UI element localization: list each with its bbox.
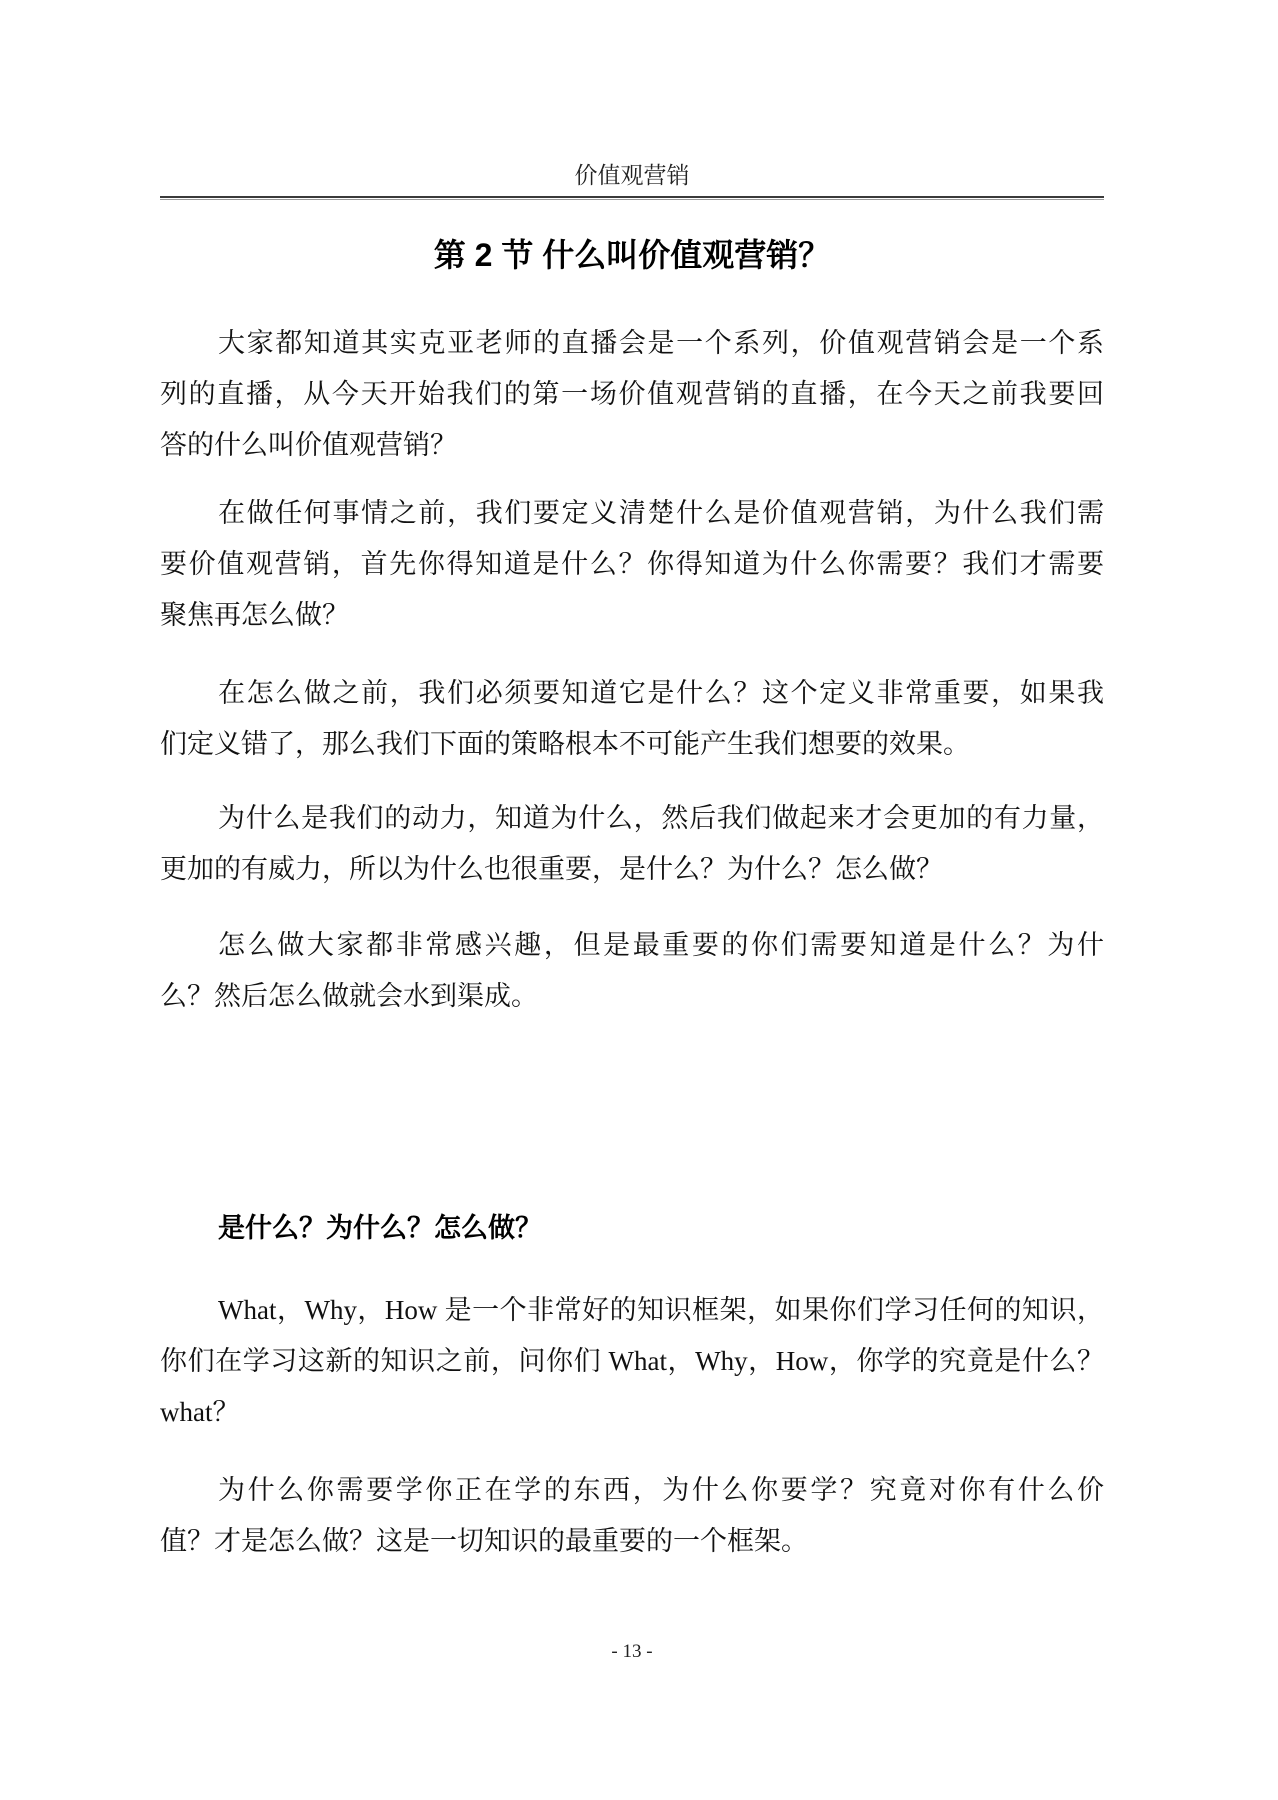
section-title: 第 2 节 什么叫价值观营销？ (433, 237, 831, 273)
paragraph (160, 793, 1104, 895)
text-line: 在做任何事情之前，我们要定义清楚什么是价值观营销，为什么我们需 (218, 498, 1104, 528)
paragraph (160, 668, 1104, 770)
text-line: 聚焦再怎么做？ (160, 600, 349, 630)
header-rule (160, 196, 1104, 200)
text-line: what？ (160, 1397, 240, 1427)
text-line: 值？才是怎么做？这是一切知识的最重要的一个框架。 (160, 1526, 808, 1556)
text-line: What，Why，How 是一个非常好的知识框架，如果你们学习任何的知识， (218, 1295, 1104, 1325)
paragraph (160, 318, 1104, 471)
text-line: 怎么做大家都非常感兴趣，但是最重要的你们需要知道是什么？为什 (218, 930, 1104, 960)
text-line: 你们在学习这新的知识之前，问你们 What，Why，How，你学的究竟是什么？ (160, 1346, 1104, 1376)
text-line: 答的什么叫价值观营销？ (160, 430, 457, 460)
text-line: 更加的有威力，所以为什么也很重要，是什么？为什么？怎么做？ (160, 854, 943, 884)
paragraph (160, 1285, 1104, 1438)
page-number: - 13 - (611, 1641, 653, 1662)
running-header: 价值观营销 (574, 163, 690, 188)
text-line: 在怎么做之前，我们必须要知道它是什么？这个定义非常重要，如果我 (218, 678, 1104, 708)
paragraph (160, 1465, 1104, 1567)
text-line: 为什么是我们的动力，知道为什么，然后我们做起来才会更加的有力量， (218, 803, 1104, 833)
text-line: 么？然后怎么做就会水到渠成。 (160, 981, 538, 1011)
paragraph (160, 488, 1104, 641)
subsection-title: 是什么？为什么？怎么做？ (218, 1213, 542, 1243)
text-line: 大家都知道其实克亚老师的直播会是一个系列，价值观营销会是一个系 (218, 328, 1104, 358)
text-line: 列的直播，从今天开始我们的第一场价值观营销的直播，在今天之前我要回 (160, 379, 1104, 409)
text-line: 要价值观营销，首先你得知道是什么？你得知道为什么你需要？我们才需要 (160, 549, 1104, 579)
text-line: 们定义错了，那么我们下面的策略根本不可能产生我们想要的效果。 (160, 729, 970, 759)
paragraph (160, 920, 1104, 1022)
text-line: 为什么你需要学你正在学的东西，为什么你要学？究竟对你有什么价 (218, 1475, 1104, 1505)
